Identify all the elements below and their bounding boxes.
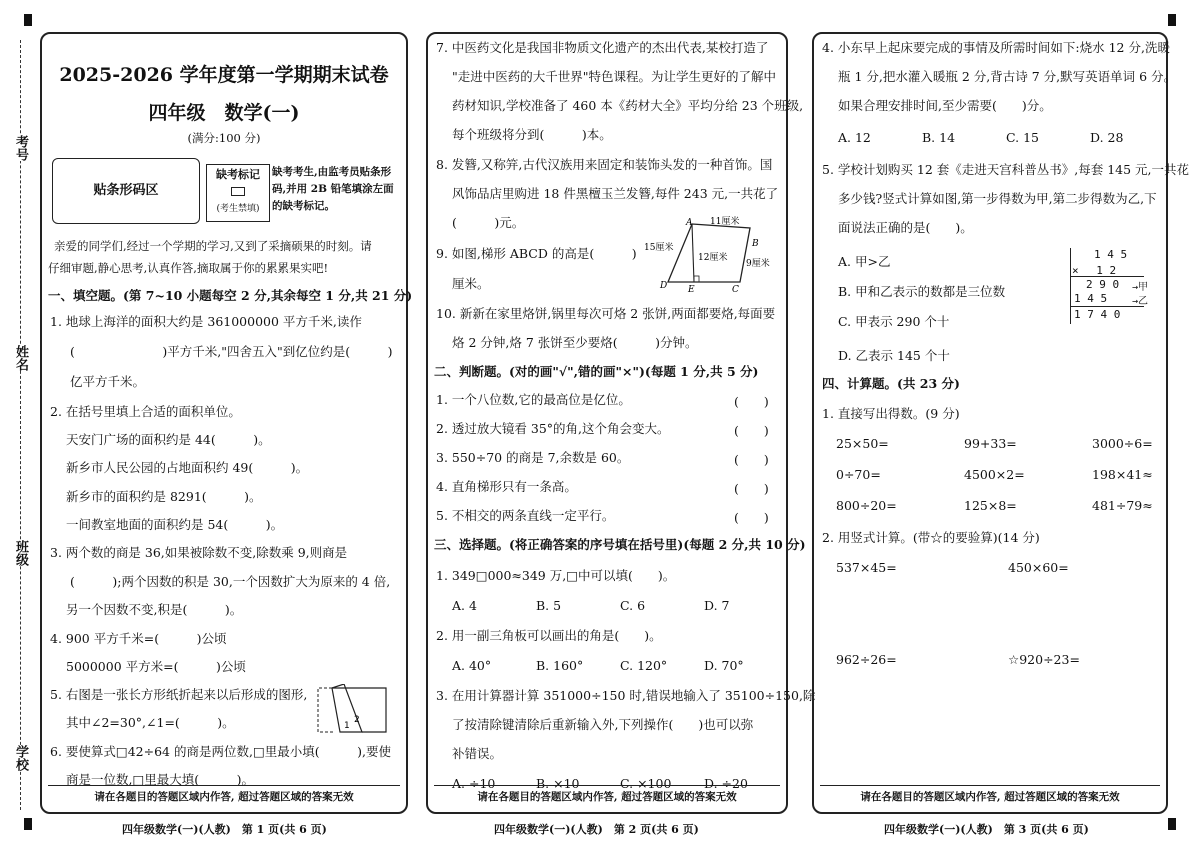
q5-line-1: 5. 右图是一张长方形纸折起来以后形成的图形, [50,687,308,702]
vert-rule-1 [1070,276,1144,277]
choice-3-opt-a[interactable]: A. ÷10 [452,776,496,791]
sidebar-xuexiao: 学校 [8,745,30,771]
choice-1: 1. 349□000≈349 万,□中可以填( )。 [436,568,676,583]
page-2-footer: 四年级数学(一)(人教) 第 2 页(共 6 页) [494,823,699,836]
sidebar-kaohao: 考号 [8,135,30,161]
vert-row-1: 1 4 5 [1094,248,1128,261]
direct-calc-heading: 1. 直接写出得数。(9 分) [822,406,960,421]
q8-line-2: 风饰品店里购进 18 件黑檀玉兰发簪,每件 243 元,一共花了 [452,186,779,201]
q2-line-1: 2. 在括号里填上合适的面积单位。 [50,404,241,419]
judge-1: 1. 一个八位数,它的最高位是亿位。 [436,392,631,407]
choice-3-line-2: 了按清除键清除后重新输入外,下列操作( )也可以弥 [452,717,754,732]
choice-1-opt-b[interactable]: B. 5 [536,598,562,613]
notice-divider [48,785,400,786]
direct-item-5[interactable]: 4500×2= [964,467,1025,482]
choice-2-opt-a[interactable]: A. 40° [452,658,492,673]
choice-4-opt-b[interactable]: B. 14 [922,130,956,145]
judge-5: 5. 不相交的两条直线一定平行。 [436,508,615,523]
label-yi: 乙 [1138,296,1149,307]
q7-line-4: 每个班级将分到( )本。 [452,127,612,142]
label-jia: 甲 [1138,282,1149,293]
judge-3-answer[interactable]: ( ) [734,452,769,467]
choice-4-opt-d[interactable]: D. 28 [1090,130,1124,145]
page-1-footer: 四年级数学(一)(人教) 第 1 页(共 6 页) [122,823,327,836]
vertex-b: B [752,239,759,249]
q1-line-3: 亿平方千米。 [70,374,146,389]
q8-line-1: 8. 发簪,又称笄,古代汉族用来固定和装饰头发的一种首饰。国 [436,157,773,172]
label-top: 11厘米 [710,217,740,227]
choice-4-line-3: 如果合理安排时间,至少需要( )分。 [838,98,1052,113]
choice-5-line-1: 5. 学校计划购买 12 套《走进天宫科普丛书》,每套 145 元,一共花 [822,162,1190,177]
direct-item-7[interactable]: 800÷20= [836,498,897,513]
vert-bracket [1070,248,1071,324]
choice-5-line-3: 面说法正确的是( )。 [838,220,973,235]
corner-marker [24,818,32,830]
section-4-heading: 四、计算题。(共 23 分) [822,376,960,391]
absent-label: 缺考标记 [216,168,260,181]
sidebar-xingming: 姓名 [8,345,30,371]
choice-3-opt-b[interactable]: B. ×10 [536,776,580,791]
choice-2: 2. 用一副三角板可以画出的角是( )。 [436,628,662,643]
angle-2-label: 2 [354,715,360,725]
page-3-footer: 四年级数学(一)(人教) 第 3 页(共 6 页) [884,823,1089,836]
vertical-item-2[interactable]: 450×60= [1008,560,1069,575]
q1-line-1: 1. 地球上海洋的面积大约是 361000000 平方千米,读作 [50,314,362,329]
vertical-item-1[interactable]: 537×45= [836,560,897,575]
page-1 [40,32,413,814]
barcode-label: 贴条形码区 [93,183,159,198]
answer-area-notice: 请在各题目的答题区域内作答, 超过答题区域的答案无效 [94,791,354,803]
choice-1-opt-c[interactable]: C. 6 [620,598,646,613]
vert-row-4: 1 4 5 [1074,292,1108,305]
section-1-heading: 一、填空题。(第 7~10 小题每空 2 分,其余每空 1 分,共 21 分) [48,288,413,303]
choice-5-opt-c[interactable]: C. 甲表示 290 个十 [838,314,950,329]
q2-line-5: 一间教室地面的面积约是 54( )。 [66,517,284,532]
direct-item-8[interactable]: 125×8= [964,498,1017,513]
vertex-d: D [660,281,668,291]
choice-4-opt-a[interactable]: A. 12 [838,130,871,145]
absent-box [206,164,270,222]
judge-1-answer[interactable]: ( ) [734,394,769,409]
section-2-heading: 二、判断题。(对的画"√",错的画"×")(每题 1 分,共 5 分) [434,364,759,379]
q3-line-3: 另一个因数不变,积是( )。 [66,602,243,617]
page-2 [426,32,816,814]
q4-line-1: 4. 900 平方千米=( )公顷 [50,631,227,646]
trapezoid-figure [642,216,788,296]
q9-line-2: 厘米。 [452,276,490,291]
arrow-yi: →乙 [1132,296,1149,307]
vert-row-2: × 1 2 [1072,264,1117,277]
notice-divider [820,785,1160,786]
absent-sub: (考生禁填) [216,204,260,214]
corner-marker [1168,818,1176,830]
direct-item-4[interactable]: 0÷70= [836,467,881,482]
corner-marker [24,14,32,26]
intro-line-2: 仔细审题,静心思考,认真作答,摘取属于你的累累果实吧! [48,261,329,275]
q3-line-2: ( );两个因数的积是 30,一个因数扩大为原来的 4 倍, [70,574,391,589]
choice-5-opt-b[interactable]: B. 甲和乙表示的数都是三位数 [838,284,1006,299]
angle-1-label: 1 [344,721,350,731]
q7-line-3: 药材知识,学校准备了 460 本《药材大全》平均分给 23 个班级, [452,98,804,113]
q1-line-2: ( )平方千米,"四舍五入"到亿位约是( ) [70,344,393,359]
vertical-item-3[interactable]: 962÷26= [836,652,897,667]
section-3-heading: 三、选择题。(将正确答案的序号填在括号里)(每题 2 分,共 10 分) [434,537,806,552]
absent-note: 缺考考生,由监考员贴条形码,并用 2B 铅笔填涂左面的缺考标记。 [272,166,394,212]
choice-1-opt-a[interactable]: A. 4 [452,598,477,613]
q5-line-2: 其中∠2=30°,∠1=( )。 [66,715,235,730]
q3-line-1: 3. 两个数的商是 36,如果被除数不变,除数乘 9,则商是 [50,545,348,560]
choice-4-line-2: 瓶 1 分,把水灌入暖瓶 2 分,背古诗 7 分,默写英语单词 6 分。 [838,69,1177,84]
vert-row-5: 1 7 4 0 [1074,308,1121,321]
exam-score: (满分:100 分) [187,131,261,145]
choice-4-opt-c[interactable]: C. 15 [1006,130,1039,145]
judge-4: 4. 直角梯形只有一条高。 [436,479,577,494]
choice-2-opt-d[interactable]: D. 70° [704,658,744,673]
label-height: 12厘米 [698,253,728,263]
vertex-e: E [688,285,695,295]
q7-line-2: "走进中医药的大千世界"特色课程。为让学生更好的了解中 [452,69,777,84]
judge-3: 3. 550÷70 的商是 7,余数是 60。 [436,450,630,465]
notice-divider [434,785,780,786]
choice-2-opt-b[interactable]: B. 160° [536,658,584,673]
q9-line-1: 9. 如图,梯形 ABCD 的高是( ) [436,246,637,261]
folded-paper-figure [314,684,390,736]
choice-3-opt-d[interactable]: D. ÷20 [704,776,748,791]
q2-line-2: 天安门广场的面积约是 44( )。 [66,432,271,447]
choice-5-line-2: 多少钱?竖式计算如图,第一步得数为甲,第二步得数为乙,下 [838,191,1157,206]
vertical-calc-heading: 2. 用竖式计算。(带☆的要验算)(14 分) [822,530,1040,545]
choice-3-line-3: 补错误。 [452,746,503,761]
q6-line-1: 6. 要使算式□42÷64 的商是两位数,□里最小填( ),要使 [50,744,391,759]
q10-line-1: 10. 新新在家里烙饼,锅里每次可烙 2 张饼,两面都要烙,每面要 [436,306,776,321]
q2-line-3: 新乡市人民公园的占地面积约 49( )。 [66,460,309,475]
q10-line-2: 烙 2 分钟,烙 7 张饼至少要烙( )分钟。 [452,335,698,350]
direct-item-3[interactable]: 3000÷6= [1092,436,1153,451]
corner-marker [1168,14,1176,26]
direct-item-1[interactable]: 25×50= [836,436,889,451]
vert-row-3: 2 9 0 [1086,278,1120,291]
q4-line-2: 5000000 平方米=( )公顷 [66,659,246,674]
arrow-jia: →甲 [1132,282,1149,293]
q6-line-2: 商是一位数,□里最大填( )。 [66,772,255,787]
barcode-area [52,158,200,224]
intro-line-1: 亲爱的同学们,经过一个学期的学习,又到了采摘硕果的时刻。请 [54,239,372,253]
page-3 [812,32,1190,814]
q7-line-1: 7. 中医药文化是我国非物质文化遗产的杰出代表,某校打造了 [436,40,769,55]
judge-4-answer[interactable]: ( ) [734,481,769,496]
direct-item-2[interactable]: 99+33= [964,436,1017,451]
direct-item-6[interactable]: 198×41≈ [1092,467,1153,482]
choice-5-opt-d[interactable]: D. 乙表示 145 个十 [838,348,950,363]
choice-3-line-1: 3. 在用计算器计算 351000÷150 时,错误地输入了 35100÷150,除 [436,688,816,703]
sidebar-banji: 班级 [8,540,30,566]
answer-area-notice: 请在各题目的答题区域内作答, 超过答题区域的答案无效 [477,791,737,803]
choice-1-opt-d[interactable]: D. 7 [704,598,730,613]
choice-3-opt-c[interactable]: C. ×100 [620,776,672,791]
vertex-c: C [732,285,739,295]
vertical-multiplication [1070,248,1162,324]
answer-area-notice: 请在各题目的答题区域内作答, 超过答题区域的答案无效 [860,791,1120,803]
exam-subtitle: 四年级 数学(一) [148,102,300,124]
choice-4-line-1: 4. 小东早上起床要完成的事情及所需时间如下:烧水 12 分,洗暖 [822,40,1170,55]
judge-5-answer[interactable]: ( ) [734,510,769,525]
q2-line-4: 新乡市的面积约是 8291( )。 [66,489,262,504]
vertex-a: A [686,218,693,228]
choice-5-opt-a[interactable]: A. 甲>乙 [838,254,891,269]
direct-item-9[interactable]: 481÷79≈ [1092,498,1153,513]
absent-checkbox[interactable] [231,187,245,196]
judge-2-answer[interactable]: ( ) [734,423,769,438]
judge-2: 2. 透过放大镜看 35°的角,这个角会变大。 [436,421,670,436]
q8-line-3: ( )元。 [452,215,525,230]
exam-title: 2025-2026 学年度第一学期期末试卷 [59,64,389,86]
label-left: 15厘米 [644,243,674,253]
vertical-item-4[interactable]: ☆920÷23= [1008,652,1080,667]
label-right: 9厘米 [746,259,770,269]
choice-2-opt-c[interactable]: C. 120° [620,658,668,673]
